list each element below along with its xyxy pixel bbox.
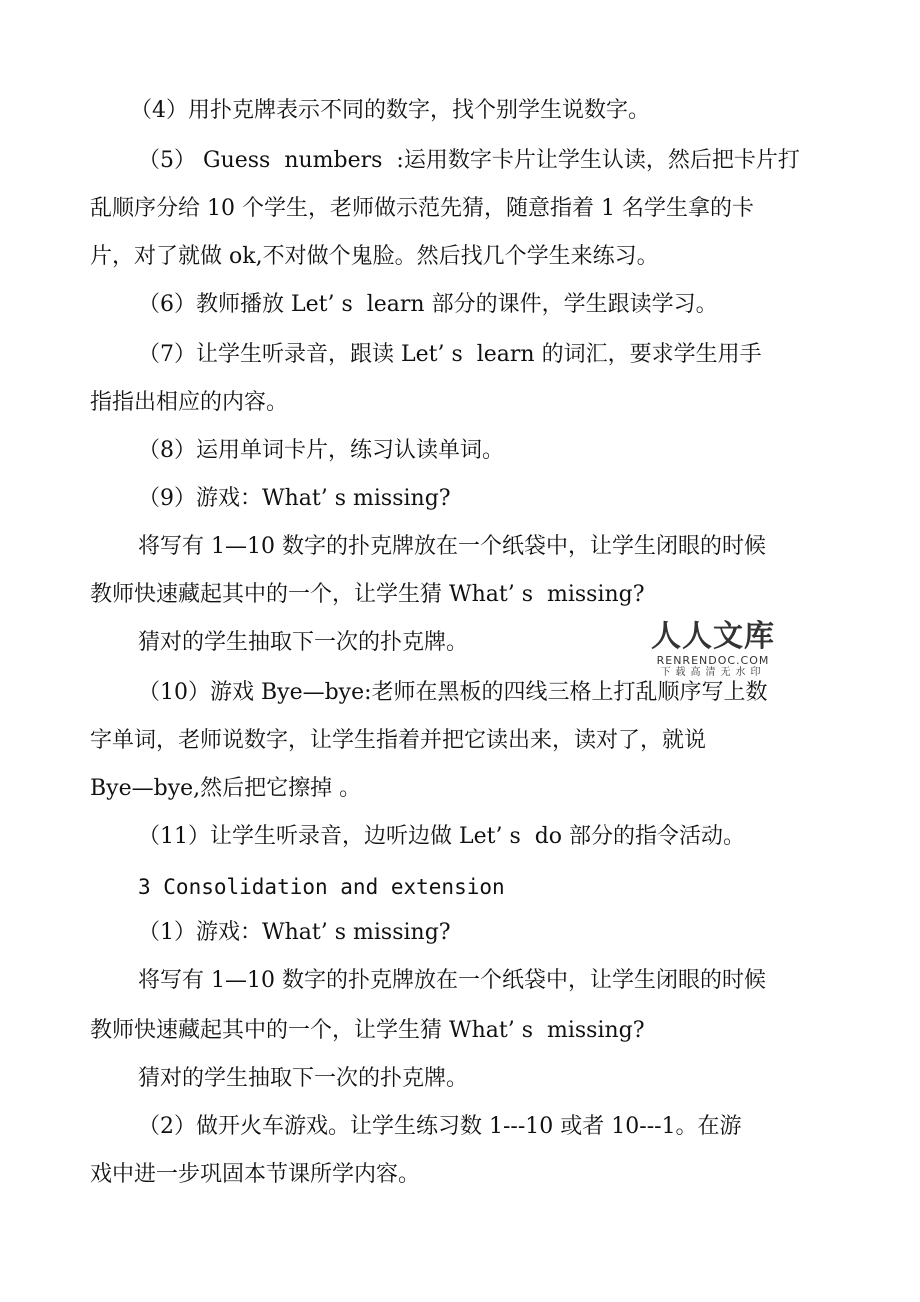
paragraph-line: （5） Guess numbers :运用数字卡片让学生认读，然后把卡片打 xyxy=(138,148,800,173)
paragraph-line: （1）游戏：What’ s missing? xyxy=(138,920,451,945)
paragraph-line: （11）让学生听录音，边听边做 Let’ s do 部分的指令活动。 xyxy=(138,824,746,849)
paragraph-line: （9）游戏：What’ s missing? xyxy=(138,486,451,511)
watermark-subtitle: RENRENDOC.COM xyxy=(656,654,770,667)
paragraph-line: 将写有 1—10 数字的扑克牌放在一个纸袋中，让学生闭眼的时候 xyxy=(138,534,766,559)
paragraph-line: 教师快速藏起其中的一个，让学生猜 What’ s missing? xyxy=(90,1018,645,1043)
paragraph-line: 猜对的学生抽取下一次的扑克牌。 xyxy=(138,630,469,655)
paragraph-line: 乱顺序分给 10 个学生，老师做示范先猜，随意指着 1 名学生拿的卡 xyxy=(90,196,754,221)
section-heading: 3 Consolidation and extension xyxy=(138,875,505,899)
paragraph-line: 片，对了就做 ok,不对做个鬼脸。然后找几个学生来练习。 xyxy=(90,244,659,269)
paragraph-line: 将写有 1—10 数字的扑克牌放在一个纸袋中，让学生闭眼的时候 xyxy=(138,968,766,993)
paragraph-line: Bye—bye,然后把它擦掉 。 xyxy=(90,776,362,801)
paragraph-line: （8）运用单词卡片，练习认读单词。 xyxy=(138,438,504,463)
paragraph-line: （2）做开火车游戏。让学生练习数 1---10 或者 10---1。在游 xyxy=(138,1114,742,1139)
paragraph-line: 教师快速藏起其中的一个，让学生猜 What’ s missing? xyxy=(90,582,645,607)
paragraph-line: （6）教师播放 Let’ s learn 部分的课件，学生跟读学习。 xyxy=(138,292,718,317)
paragraph-line: （10）游戏 Bye—bye:老师在黑板的四线三格上打乱顺序写上数 xyxy=(138,680,768,705)
watermark-tagline: 下载高清无水印 xyxy=(660,667,766,678)
paragraph-line: （4）用扑克牌表示不同的数字，找个别学生说数字。 xyxy=(130,98,650,123)
paragraph-line: 字单词，老师说数字，让学生指着并把它读出来，读对了，就说 xyxy=(90,728,707,753)
watermark-logo xyxy=(648,620,778,679)
paragraph-line: （7）让学生听录音，跟读 Let’ s learn 的词汇，要求学生用手 xyxy=(138,342,762,367)
paragraph-line: 戏中进一步巩固本节课所学内容。 xyxy=(90,1162,421,1187)
paragraph-line: 猜对的学生抽取下一次的扑克牌。 xyxy=(138,1066,469,1091)
paragraph-line: 指指出相应的内容。 xyxy=(90,390,289,415)
watermark-title: 人人文库 xyxy=(651,619,775,654)
